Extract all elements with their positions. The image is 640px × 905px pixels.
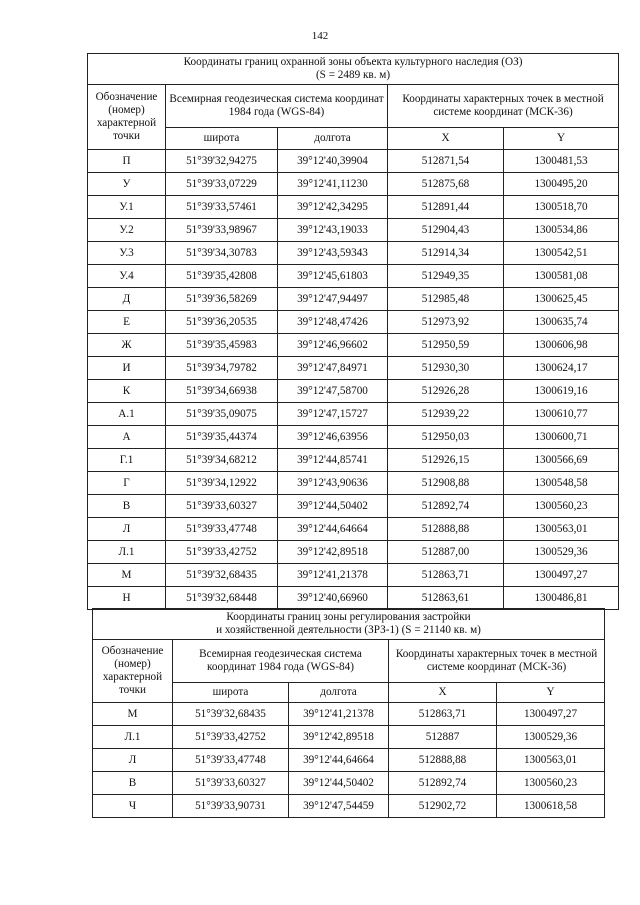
point-cell: Л [93,749,173,772]
x-cell: 512950,03 [388,426,504,449]
longitude-cell: 39°12'43,19033 [278,219,388,242]
latitude-cell: 51°39'33,42752 [166,541,278,564]
table-row [88,587,619,610]
longitude-cell: 39°12'44,50402 [278,495,388,518]
x-cell: 512863,71 [388,564,504,587]
table-row [88,357,619,380]
y-cell: 1300497,27 [504,564,619,587]
header-msk: Координаты характерных точек в местной системе координат (МСК-36) [388,85,619,128]
y-cell: 1300581,08 [504,265,619,288]
table-row [88,196,619,219]
table-row [93,772,605,795]
y-cell: 1300560,23 [504,495,619,518]
header-longitude: долгота [289,683,389,703]
point-cell: К [88,380,166,403]
x-cell: 512904,43 [388,219,504,242]
point-cell: И [88,357,166,380]
longitude-cell: 39°12'44,50402 [289,772,389,795]
table-row [88,518,619,541]
table-row [88,150,619,173]
x-cell: 512926,28 [388,380,504,403]
y-cell: 1300548,58 [504,472,619,495]
table-row [88,173,619,196]
longitude-cell: 39°12'43,90636 [278,472,388,495]
latitude-cell: 51°39'34,30783 [166,242,278,265]
page-number: 142 [311,30,329,42]
table-row [88,541,619,564]
x-cell: 512985,48 [388,288,504,311]
y-cell: 1300635,74 [504,311,619,334]
longitude-cell: 39°12'40,39904 [278,150,388,173]
header-wgs: Всемирная геодезическая система координат 1984 года (WGS-84) [166,85,388,128]
x-cell: 512930,30 [388,357,504,380]
x-cell: 512939,22 [388,403,504,426]
header-longitude: долгота [278,128,388,150]
longitude-cell: 39°12'42,34295 [278,196,388,219]
header-x: X [388,128,504,150]
longitude-cell: 39°12'47,84971 [278,357,388,380]
table-row [88,403,619,426]
longitude-cell: 39°12'42,89518 [278,541,388,564]
table-row [93,749,605,772]
latitude-cell: 51°39'33,42752 [173,726,289,749]
table-row [88,265,619,288]
y-cell: 1300486,81 [504,587,619,610]
point-cell: Н [88,587,166,610]
point-cell: Д [88,288,166,311]
latitude-cell: 51°39'35,09075 [166,403,278,426]
longitude-cell: 39°12'46,96602 [278,334,388,357]
point-cell: П [88,150,166,173]
header-point: Обозначение (номер) характерной точки [93,640,173,703]
y-cell: 1300563,01 [504,518,619,541]
latitude-cell: 51°39'32,68435 [173,703,289,726]
header-y: Y [504,128,619,150]
y-cell: 1300518,70 [504,196,619,219]
point-cell: Л.1 [88,541,166,564]
point-cell: А.1 [88,403,166,426]
table-title: Координаты границ охранной зоны объекта культурного наследия (ОЗ) (S = 2489 кв. м) [88,54,619,85]
point-cell: У.2 [88,219,166,242]
x-cell: 512926,15 [388,449,504,472]
x-cell: 512902,72 [389,795,497,818]
point-cell: М [93,703,173,726]
y-cell: 1300625,45 [504,288,619,311]
latitude-cell: 51°39'32,68435 [166,564,278,587]
x-cell: 512892,74 [389,772,497,795]
x-cell: 512914,34 [388,242,504,265]
y-cell: 1300619,16 [504,380,619,403]
longitude-cell: 39°12'48,47426 [278,311,388,334]
x-cell: 512949,35 [388,265,504,288]
x-cell: 512891,44 [388,196,504,219]
latitude-cell: 51°39'34,66938 [166,380,278,403]
longitude-cell: 39°12'41,21378 [278,564,388,587]
y-cell: 1300566,69 [504,449,619,472]
point-cell: Е [88,311,166,334]
latitude-cell: 51°39'36,20535 [166,311,278,334]
table-row [88,564,619,587]
longitude-cell: 39°12'47,15727 [278,403,388,426]
protection-zone-table [87,53,619,610]
y-cell: 1300610,77 [504,403,619,426]
y-cell: 1300534,86 [504,219,619,242]
longitude-cell: 39°12'41,11230 [278,173,388,196]
table-row [88,311,619,334]
table-row [93,726,605,749]
longitude-cell: 39°12'44,64664 [278,518,388,541]
latitude-cell: 51°39'33,07229 [166,173,278,196]
longitude-cell: 39°12'45,61803 [278,265,388,288]
table-row [88,495,619,518]
point-cell: Л [88,518,166,541]
latitude-cell: 51°39'33,60327 [166,495,278,518]
longitude-cell: 39°12'44,85741 [278,449,388,472]
header-wgs: Всемирная геодезическая система координат 1984 года (WGS-84) [173,640,389,683]
longitude-cell: 39°12'41,21378 [289,703,389,726]
x-cell: 512950,59 [388,334,504,357]
latitude-cell: 51°39'34,79782 [166,357,278,380]
point-cell: Г [88,472,166,495]
header-latitude: широта [166,128,278,150]
y-cell: 1300600,71 [504,426,619,449]
point-cell: У [88,173,166,196]
longitude-cell: 39°12'43,59343 [278,242,388,265]
longitude-cell: 39°12'42,89518 [289,726,389,749]
x-cell: 512973,92 [388,311,504,334]
latitude-cell: 51°39'34,68212 [166,449,278,472]
x-cell: 512887 [389,726,497,749]
point-cell: Г.1 [88,449,166,472]
table-row [93,795,605,818]
table-row [88,334,619,357]
latitude-cell: 51°39'35,42808 [166,265,278,288]
x-cell: 512888,88 [389,749,497,772]
point-cell: Ч [93,795,173,818]
header-msk: Координаты характерных точек в местной системе координат (МСК-36) [389,640,605,683]
header-point: Обозначение (номер) характерной точки [88,85,166,150]
table-row [93,703,605,726]
point-cell: В [88,495,166,518]
header-latitude: широта [173,683,289,703]
longitude-cell: 39°12'47,94497 [278,288,388,311]
point-cell: У.4 [88,265,166,288]
header-x: X [389,683,497,703]
point-cell: У.1 [88,196,166,219]
x-cell: 512875,68 [388,173,504,196]
table-row [88,242,619,265]
x-cell: 512908,88 [388,472,504,495]
y-cell: 1300560,23 [497,772,605,795]
table-row [88,288,619,311]
longitude-cell: 39°12'40,66960 [278,587,388,610]
x-cell: 512892,74 [388,495,504,518]
x-cell: 512863,71 [389,703,497,726]
latitude-cell: 51°39'36,58269 [166,288,278,311]
latitude-cell: 51°39'33,47748 [166,518,278,541]
point-cell: В [93,772,173,795]
y-cell: 1300618,58 [497,795,605,818]
y-cell: 1300624,17 [504,357,619,380]
x-cell: 512888,88 [388,518,504,541]
x-cell: 512863,61 [388,587,504,610]
latitude-cell: 51°39'33,90731 [173,795,289,818]
longitude-cell: 39°12'47,58700 [278,380,388,403]
latitude-cell: 51°39'32,94275 [166,150,278,173]
point-cell: А [88,426,166,449]
latitude-cell: 51°39'35,45983 [166,334,278,357]
y-cell: 1300495,20 [504,173,619,196]
regulation-zone-table [92,608,605,818]
point-cell: Ж [88,334,166,357]
point-cell: У.3 [88,242,166,265]
latitude-cell: 51°39'35,44374 [166,426,278,449]
table-row [88,380,619,403]
table-row [88,449,619,472]
point-cell: Л.1 [93,726,173,749]
y-cell: 1300529,36 [504,541,619,564]
x-cell: 512887,00 [388,541,504,564]
y-cell: 1300563,01 [497,749,605,772]
table-row [88,219,619,242]
point-cell: М [88,564,166,587]
y-cell: 1300606,98 [504,334,619,357]
y-cell: 1300497,27 [497,703,605,726]
table-row [88,426,619,449]
latitude-cell: 51°39'32,68448 [166,587,278,610]
y-cell: 1300542,51 [504,242,619,265]
latitude-cell: 51°39'33,47748 [173,749,289,772]
latitude-cell: 51°39'33,57461 [166,196,278,219]
longitude-cell: 39°12'46,63956 [278,426,388,449]
header-y: Y [497,683,605,703]
y-cell: 1300529,36 [497,726,605,749]
latitude-cell: 51°39'34,12922 [166,472,278,495]
longitude-cell: 39°12'44,64664 [289,749,389,772]
latitude-cell: 51°39'33,98967 [166,219,278,242]
y-cell: 1300481,53 [504,150,619,173]
x-cell: 512871,54 [388,150,504,173]
table-title: Координаты границ зоны регулирования застройки и хозяйственной деятельности (ЗРЗ-1) (S = 21140 кв. м) [93,609,605,640]
longitude-cell: 39°12'47,54459 [289,795,389,818]
latitude-cell: 51°39'33,60327 [173,772,289,795]
table-row [88,472,619,495]
